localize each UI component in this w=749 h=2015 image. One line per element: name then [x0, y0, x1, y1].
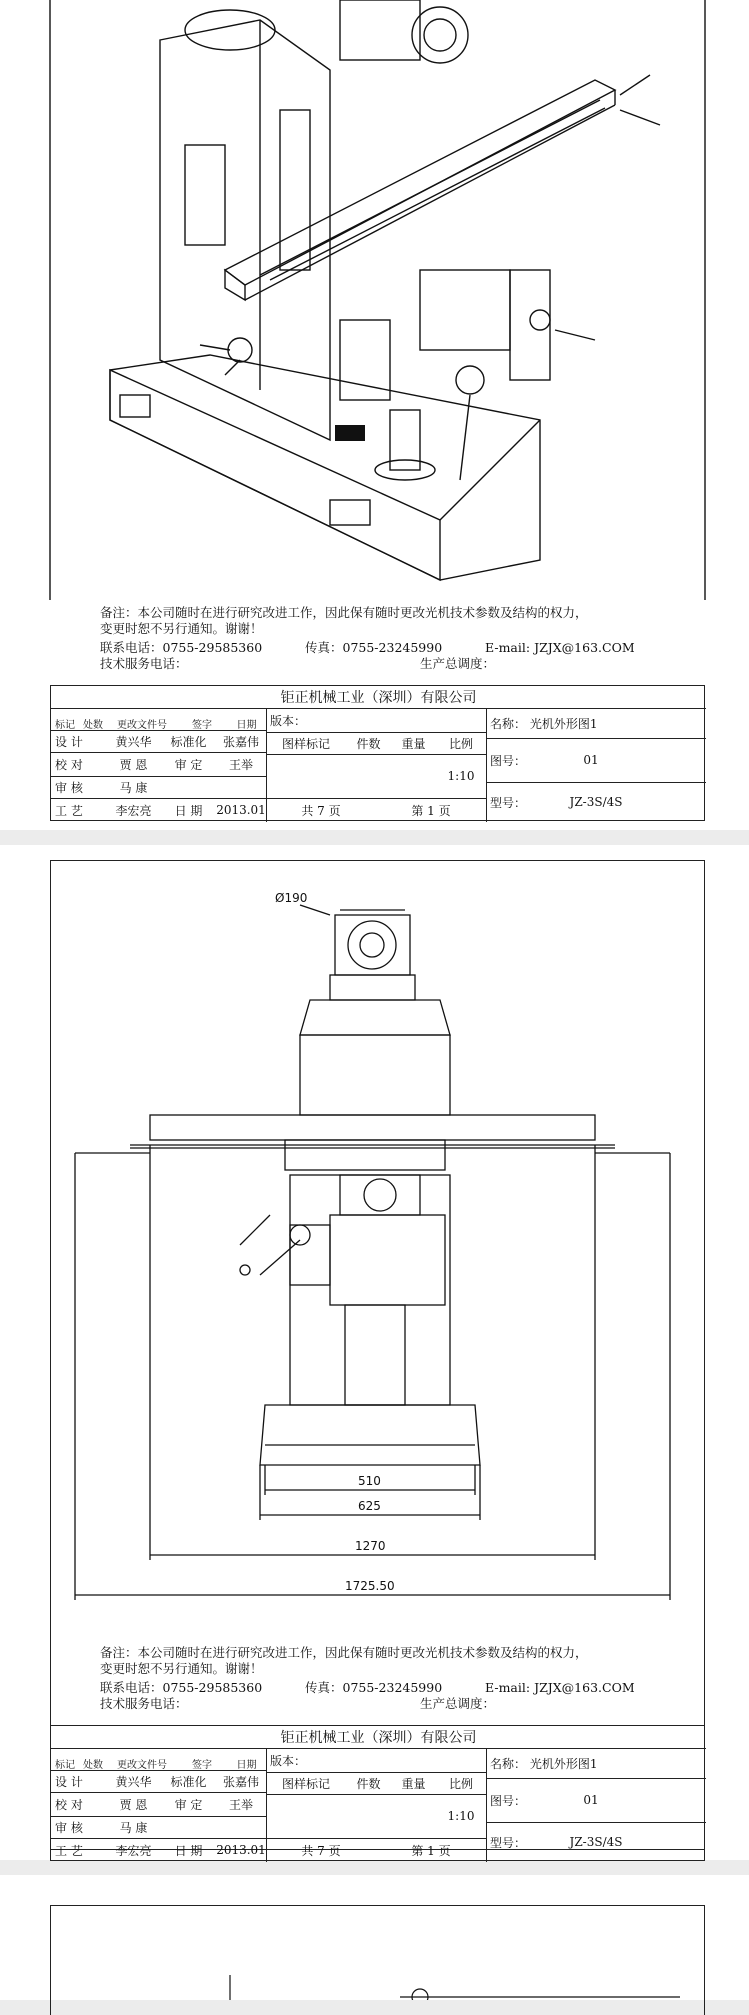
note-line-2: 变更时恕不另行通知。谢谢！ [100, 621, 263, 636]
header-count: 处数 [83, 719, 103, 731]
standard-person: 张嘉伟 [222, 1774, 259, 1789]
isometric-machine-drawing [0, 0, 749, 600]
weight-label: 重量 [401, 736, 426, 751]
weight-label: 重量 [401, 1776, 426, 1791]
header-date: 日期 [236, 719, 257, 731]
drawing-name: 名称： 光机外形图1 [490, 1756, 598, 1771]
front-view-drawing [0, 845, 749, 1625]
scale-value: 1:10 [447, 1809, 475, 1823]
fax-number: 传真：0755-23245990 [305, 640, 443, 655]
header-signature: 签字 [192, 1759, 212, 1771]
title-block [50, 685, 705, 821]
model-label: 型号： [490, 1835, 527, 1850]
page-number: 第 1 页 [411, 1843, 451, 1858]
drawing-sheet-1 [0, 0, 749, 830]
header-change-doc: 更改文件号 [117, 719, 167, 731]
header-date: 日期 [236, 1759, 257, 1771]
drawing-no: 01 [583, 753, 599, 767]
note-line-1: 备注：本公司随时在进行研究改进工作，因此保有随时更改光机技术参数及结构的权力， [100, 605, 588, 620]
date-value: 2013.01 [216, 803, 266, 817]
service-phone: 技术服务电话： [100, 656, 188, 671]
process-label: 工 艺 [55, 803, 83, 818]
total-pages: 共 7 页 [301, 803, 341, 818]
count-label: 件数 [356, 1776, 381, 1791]
production-dispatch: 生产总调度： [420, 1696, 496, 1711]
title-block [50, 1725, 705, 1861]
check-label: 校 对 [55, 1797, 83, 1812]
reviewer: 王举 [228, 757, 253, 772]
designer: 黄兴华 [115, 734, 152, 749]
model-label: 型号： [490, 795, 527, 810]
audit-label: 审 核 [55, 780, 83, 795]
mark-label: 图样标记 [281, 736, 330, 751]
drawing-no: 01 [583, 1793, 599, 1807]
process-label: 工 艺 [55, 1843, 83, 1858]
partial-drawing [0, 1875, 749, 2000]
drawing-name: 名称： 光机外形图1 [490, 716, 598, 731]
design-label: 设 计 [55, 734, 83, 749]
service-phone: 技术服务电话： [100, 1696, 188, 1711]
designer: 黄兴华 [115, 1774, 152, 1789]
date-label: 日 期 [174, 1843, 203, 1858]
diameter-dimension: Ø190 [275, 891, 308, 905]
reviewer: 王举 [228, 1797, 253, 1812]
fax-number: 传真：0755-23245990 [305, 1680, 443, 1695]
note-line-2: 变更时恕不另行通知。谢谢！ [100, 1661, 263, 1676]
email-address: E-mail: JZJX@163.COM [485, 1680, 635, 1695]
header-signature: 签字 [192, 719, 212, 731]
contact-phone: 联系电话：0755-29585360 [100, 640, 263, 655]
process-person: 李宏亮 [115, 803, 152, 818]
check-label: 校 对 [55, 757, 83, 772]
version-label: 版本： [270, 713, 307, 728]
scale-label: 比例 [448, 1776, 473, 1791]
drawing-sheet-3 [0, 1875, 749, 2000]
page-number: 第 1 页 [411, 803, 451, 818]
dimension-510: 510 [358, 1474, 381, 1488]
drawing-no-label: 图号： [490, 753, 527, 768]
dimension-625: 625 [358, 1499, 381, 1513]
company-name: 钜正机械工业（深圳）有限公司 [280, 690, 477, 706]
dimension-1270: 1270 [355, 1539, 386, 1553]
count-label: 件数 [356, 736, 381, 751]
design-label: 设 计 [55, 1774, 83, 1789]
scale-value: 1:10 [447, 769, 475, 783]
version-label: 版本： [270, 1753, 307, 1768]
auditor: 马 康 [119, 780, 148, 795]
scale-label: 比例 [448, 736, 473, 751]
total-pages: 共 7 页 [301, 1843, 341, 1858]
mark-label: 图样标记 [281, 1776, 330, 1791]
checker: 贾 恩 [119, 757, 148, 772]
contact-phone: 联系电话：0755-29585360 [100, 1680, 263, 1695]
header-change-doc: 更改文件号 [117, 1759, 167, 1771]
standard-label: 标准化 [170, 1774, 207, 1789]
dimension-1725: 1725.50 [345, 1579, 395, 1593]
review-label: 审 定 [174, 1797, 203, 1812]
email-address: E-mail: JZJX@163.COM [485, 640, 635, 655]
date-label: 日 期 [174, 803, 203, 818]
checker: 贾 恩 [119, 1797, 148, 1812]
standard-person: 张嘉伟 [222, 734, 259, 749]
process-person: 李宏亮 [115, 1843, 152, 1858]
audit-label: 审 核 [55, 1820, 83, 1835]
standard-label: 标准化 [170, 734, 207, 749]
auditor: 马 康 [119, 1820, 148, 1835]
date-value: 2013.01 [216, 1843, 266, 1857]
model-value: JZ-3S/4S [569, 795, 623, 809]
header-count: 处数 [83, 1759, 103, 1771]
header-mark: 标记 [55, 719, 75, 731]
drawing-sheet-2 [0, 845, 749, 1860]
note-line-1: 备注：本公司随时在进行研究改进工作，因此保有随时更改光机技术参数及结构的权力， [100, 1645, 588, 1660]
header-mark: 标记 [55, 1759, 75, 1771]
production-dispatch: 生产总调度： [420, 656, 496, 671]
review-label: 审 定 [174, 757, 203, 772]
model-value: JZ-3S/4S [569, 1835, 623, 1849]
drawing-no-label: 图号： [490, 1793, 527, 1808]
company-name: 钜正机械工业（深圳）有限公司 [280, 1730, 477, 1746]
